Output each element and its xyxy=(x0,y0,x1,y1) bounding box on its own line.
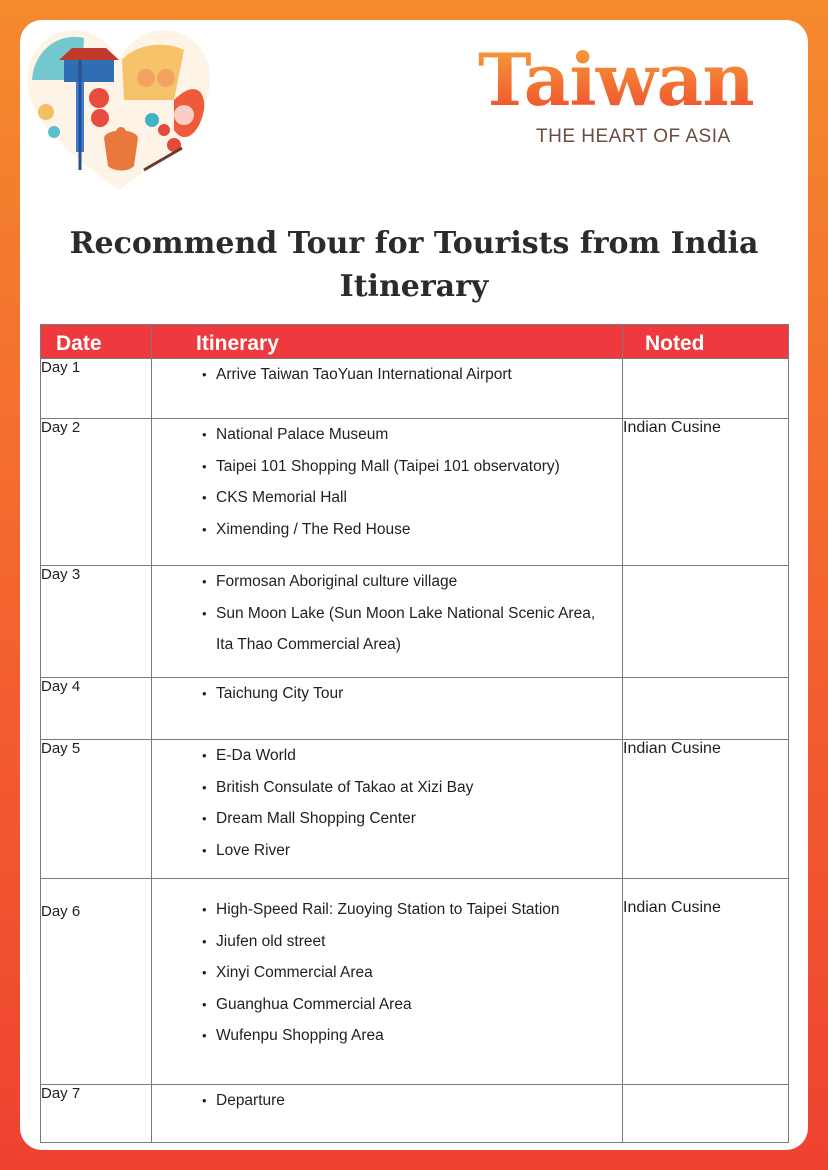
list-item: • Guanghua Commercial Area xyxy=(202,995,412,1013)
day-cell: Day 5 xyxy=(41,740,152,879)
list-item: • National Palace Museum xyxy=(202,426,389,443)
list-item: • Love River xyxy=(202,841,291,859)
header-noted: Noted xyxy=(623,325,789,359)
taiwan-heart-illustration xyxy=(24,20,214,195)
list-item: • Jiufen old street xyxy=(202,932,326,950)
itinerary-cell xyxy=(152,359,623,419)
header-date: Date xyxy=(41,325,152,359)
brand-tagline: THE HEART OF ASIA xyxy=(536,126,731,147)
title-line-1: Recommend Tour for Tourists from India xyxy=(69,226,759,261)
list-item: • Wufenpu Shopping Area xyxy=(202,1027,384,1045)
list-item: • Arrive Taiwan TaoYuan International Airport xyxy=(202,366,512,383)
itinerary-cell xyxy=(152,566,623,678)
list-item: • Formosan Aboriginal culture village xyxy=(202,573,458,590)
table-row xyxy=(41,359,789,419)
day-cell: Day 2 xyxy=(41,419,152,566)
itinerary-cell xyxy=(152,1085,623,1143)
list-item: • British Consulate of Takao at Xizi Bay xyxy=(202,778,474,796)
list-item: • Dream Mall Shopping Center xyxy=(202,810,416,828)
itinerary-cell xyxy=(152,740,623,879)
itinerary-table xyxy=(40,324,789,1143)
note-cell: Indian Cusine xyxy=(623,879,789,1085)
list-item: • CKS Memorial Hall xyxy=(202,489,347,507)
table-row xyxy=(41,678,789,740)
list-item: • E-Da World xyxy=(202,747,296,764)
table-row xyxy=(41,566,789,678)
itinerary-cell xyxy=(152,419,623,566)
table-row xyxy=(41,740,789,879)
day-cell: Day 4 xyxy=(41,678,152,740)
table-row xyxy=(41,1085,789,1143)
list-item: • Departure xyxy=(202,1092,285,1109)
title-line-2: Itinerary xyxy=(339,269,489,304)
list-item: • High-Speed Rail: Zuoying Station to Taipei Station xyxy=(202,901,560,918)
table-row xyxy=(41,879,789,1085)
header-itinerary: Itinerary xyxy=(152,325,623,359)
table-row xyxy=(41,419,789,566)
day-cell: Day 1 xyxy=(41,359,152,419)
note-cell: Indian Cusine xyxy=(623,740,789,879)
day-cell: Day 6 xyxy=(41,879,152,1085)
itinerary-cell xyxy=(152,678,623,740)
note-cell: Indian Cusine xyxy=(623,419,789,566)
list-item: • Xinyi Commercial Area xyxy=(202,964,373,982)
page-title xyxy=(20,222,808,308)
list-item: • Ximending / The Red House xyxy=(202,520,411,538)
day-cell: Day 7 xyxy=(41,1085,152,1143)
list-item: • Sun Moon Lake (Sun Moon Lake National Scenic Area, Ita Thao Commercial Area) xyxy=(202,604,596,654)
day-cell: Day 3 xyxy=(41,566,152,678)
note-cell xyxy=(623,359,789,419)
note-cell xyxy=(623,1085,789,1143)
brand-logo xyxy=(478,37,770,148)
note-cell xyxy=(623,566,789,678)
list-item: • Taipei 101 Shopping Mall (Taipei 101 observatory) xyxy=(202,457,560,475)
itinerary-cell xyxy=(152,879,623,1085)
brand-name: Taiwan xyxy=(478,40,770,120)
table-header xyxy=(41,325,789,359)
list-item: • Taichung City Tour xyxy=(202,685,344,702)
note-cell xyxy=(623,678,789,740)
